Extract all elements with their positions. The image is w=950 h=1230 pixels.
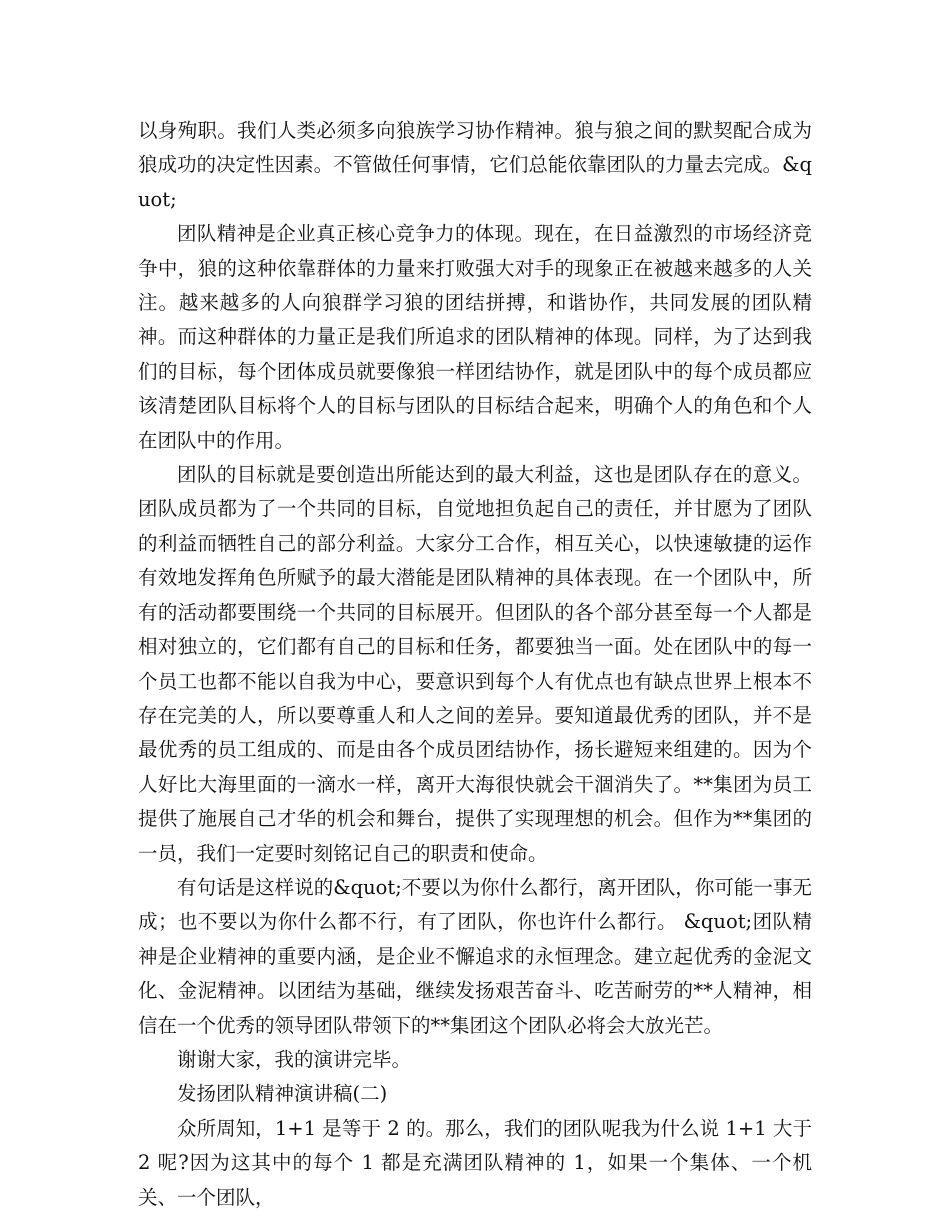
paragraph-thanks: 谢谢大家，我的演讲完毕。 — [177, 1047, 412, 1071]
paragraph-one-plus-one: 众所周知，1+1 是等于 2 的。那么，我们的团队呢我为什么说 1+1 大于 2 呢?因为这其中的每个 1 都是充满团队精神的 1，如果一个集体、一个机关、一个团队， — [138, 1116, 812, 1209]
paragraph-team-goal: 团队的目标就是要创造出所能达到的最大利益，这也是团队存在的意义。团队成员都为了一个共同的目标，自觉地担负起自己的责任，并甘愿为了团队的利益而牺牲自己的部分利益。大家分工合作，相互关心，以快速敏捷的运作有效地发挥角色所赋予的最大潜能是团队精神的具体表现。在一个团队中，所有的活动都要围绕一个共同的目标展开。但团队的各个部分甚至每一个人都是相对独立的，它们都有自己的目标和任务，都要独当一面。处在团队中的每一个员工也都不能以自我为中心，要意识到每个人有优点也有缺点世界上根本不存在完美的人，所以要尊重人和人之间的差异。要知道最优秀的团队，并不是最优秀的员工组成的、而是由各个成员团结协作，扬长避短来组建的。因为个人好比大海里面的一滴水一样，离开大海很快就会干涸消失了。**集团为员工提供了施展自己才华的机会和舞台，提供了实现理想的机会。但作为**集团的一员，我们一定要时刻铭记自己的职责和使命。 — [138, 463, 812, 865]
document-page — [138, 114, 812, 1215]
section-heading: 发扬团队精神演讲稿(二) — [177, 1082, 388, 1106]
paragraph-team-spirit-core: 团队精神是企业真正核心竞争力的体现。现在，在日益激烈的市场经济竞争中，狼的这种依靠群体的力量来打败强大对手的现象正在被越来越多的人关注。越来越多的人向狼群学习狼的团结拼搏，和谐协作，共同发展的团队精神。而这种群体的力量正是我们所追求的团队精神的体现。同样，为了达到我们的目标，每个团体成员就要像狼一样团结协作，就是团队中的每个成员都应该清楚团队目标将个人的目标与团队的目标结合起来，明确个人的角色和个人在团队中的作用。 — [138, 222, 812, 452]
paragraph-saying: 有句话是这样说的&quot;不要以为你什么都行，离开团队，你可能一事无成；也不要以为你什么都不行，有了团队，你也许什么都行。 &quot;团队精神是企业精神的重要内涵，是企业不懈追求的永恒理念。建立起优秀的金泥文化、金泥精神。以团结为基础，继续发扬艰苦奋斗、吃苦耐劳的**人精神，相信在一个优秀的领导团队带领下的**集团这个团队必将会大放光芒。 — [138, 875, 812, 1037]
paragraph-continuation: 以身殉职。我们人类必须多向狼族学习协作精神。狼与狼之间的默契配合成为狼成功的决定性因素。不管做任何事情，它们总能依靠团队的力量去完成。&quot; — [138, 119, 812, 211]
